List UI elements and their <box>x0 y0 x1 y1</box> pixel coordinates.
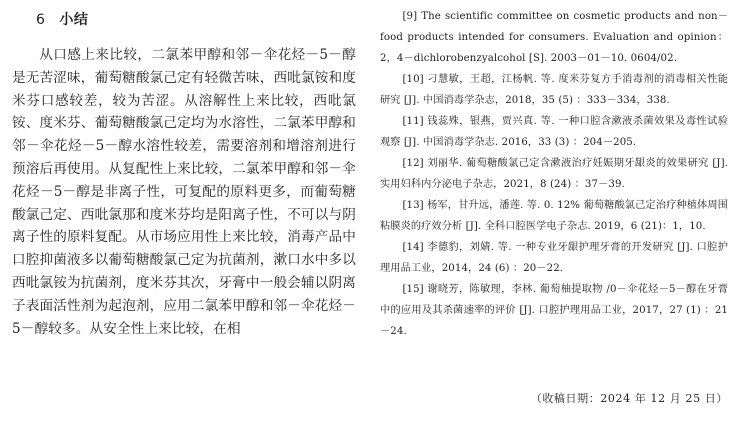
reference-list <box>380 6 728 342</box>
section-number: 6 <box>36 12 46 28</box>
reference-item: [10] 刁慧敏，王超，江杨帆. 等. 度米芬复方手消毒剂的消毒相关性能研究 [J]. 中国消毒学杂志，2018，35 (5) ：333－334，338. <box>380 74 728 106</box>
section-title: 小结 <box>59 12 89 28</box>
right-column <box>380 6 728 342</box>
received-date: （收稿日期：2024 年 12 月 25 日） <box>530 392 728 405</box>
left-column <box>12 10 356 340</box>
section-heading <box>12 10 356 30</box>
reference-item: [12] 刘丽华. 葡萄糖酸氯己定含漱液治疗妊娠期牙龈炎的效果研究 [J]. 实用妇科内分泌电子杂志，2021，8 (24) ：37－39. <box>380 158 728 190</box>
summary-paragraph: 从口感上来比较，二氯苯甲醇和邻－伞花烃－5－醇是无苦涩味，葡萄糖酸氯己定有轻微苦味，西吡氯铵和度米芬口感较差，较为苦涩。从溶解性上来比较，西吡氯铵、度米芬、葡萄糖酸氯己定均为水溶性，二氯苯甲醇和邻－伞花烃－5－醇水溶性较差，需要溶剂和增溶剂进行预溶后再使用。从复配性上来比较，二氯苯甲醇和邻－伞花烃－5－醇是非离子性，可复配的原料更多，而葡萄糖酸氯己定、西吡氯那和度米芬均是阳离子性，不可以与阴离子性的原料复配。从市场应用性上来比较，消毒产品中口腔抑菌液多以葡萄糖酸氯己定为抗菌剂，漱口水中多以西吡氯铵为抗菌剂，度米芬其次，牙膏中一般会辅以阴离子表面活性剂为起泡剂，应用二氯苯甲醇和邻－伞花烃－5－醇较多。从安全性上来比较，在相 <box>12 47 356 337</box>
reference-item: [14] 李德豹，刘婧. 等. 一种专业牙龈护理牙膏的开发研究 [J]. 口腔护理用品工业，2014，24 (6) ：20－22. <box>380 242 728 274</box>
reference-item: [13] 杨军，甘升远，潘莲. 等. 0. 12% 葡萄糖酸氯己定治疗种植体周围粘膜炎的疗效分析 [J]. 全科口腔医学电子杂志. 2019，6 (21)：1，10. <box>380 200 728 232</box>
reference-item: [11] 钱蕊殊，银燕，贾兴真. 等. 一种口腔含漱液杀菌效果及毒性试验观察 [J]. 中国消毒学杂志. 2016，33 (3) ：204－205. <box>380 116 728 148</box>
reference-item: [9] The scientific committee on cosmetic products and non－food products intended for consumers. Evaluation and opinion：2，4－dichlorobenzyalcohol [S]. 2003－01－10. 0604/02. <box>380 11 728 64</box>
reference-item: [15] 谢晓芳，陈敏理，李林. 葡萄柚提取物 /0－伞花烃－5－醇在牙膏中的应用及其杀菌速率的评价 [J]. 口腔护理用品工业，2017，27 (1) ：21－24. <box>380 284 728 337</box>
